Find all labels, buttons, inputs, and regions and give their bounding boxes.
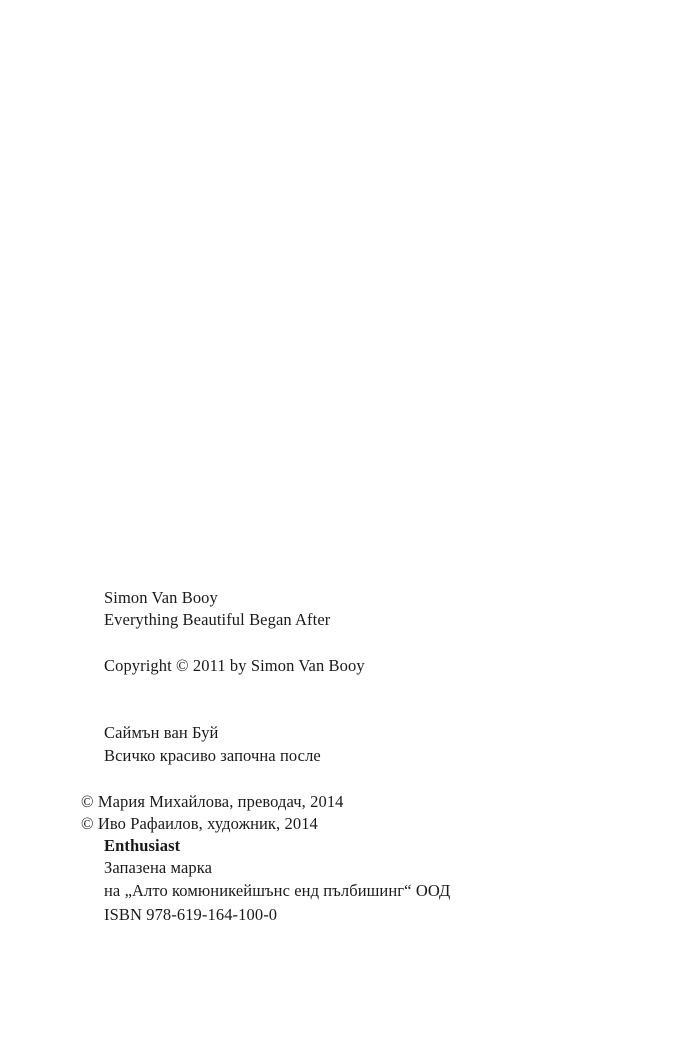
imprint-name: Enthusiast — [104, 836, 181, 855]
translated-title: Всичко красиво започна после — [104, 746, 321, 765]
original-copyright: Copyright © 2011 by Simon Van Booy — [104, 656, 365, 675]
artist-credit: © Иво Рафаилов, художник, 2014 — [81, 814, 318, 833]
original-author: Simon Van Booy — [104, 588, 218, 607]
trademark-line: Запазена марка — [104, 858, 213, 877]
trademark-owner-line: на „Алто комюникейшънс енд пълбишинг“ ООД — [104, 881, 451, 900]
original-title: Everything Beautiful Began After — [104, 610, 331, 629]
translator-credit: © Мария Михайлова, преводач, 2014 — [81, 792, 344, 811]
isbn: ISBN 978-619-164-100-0 — [104, 905, 278, 924]
translated-author: Саймън ван Буй — [104, 723, 219, 742]
